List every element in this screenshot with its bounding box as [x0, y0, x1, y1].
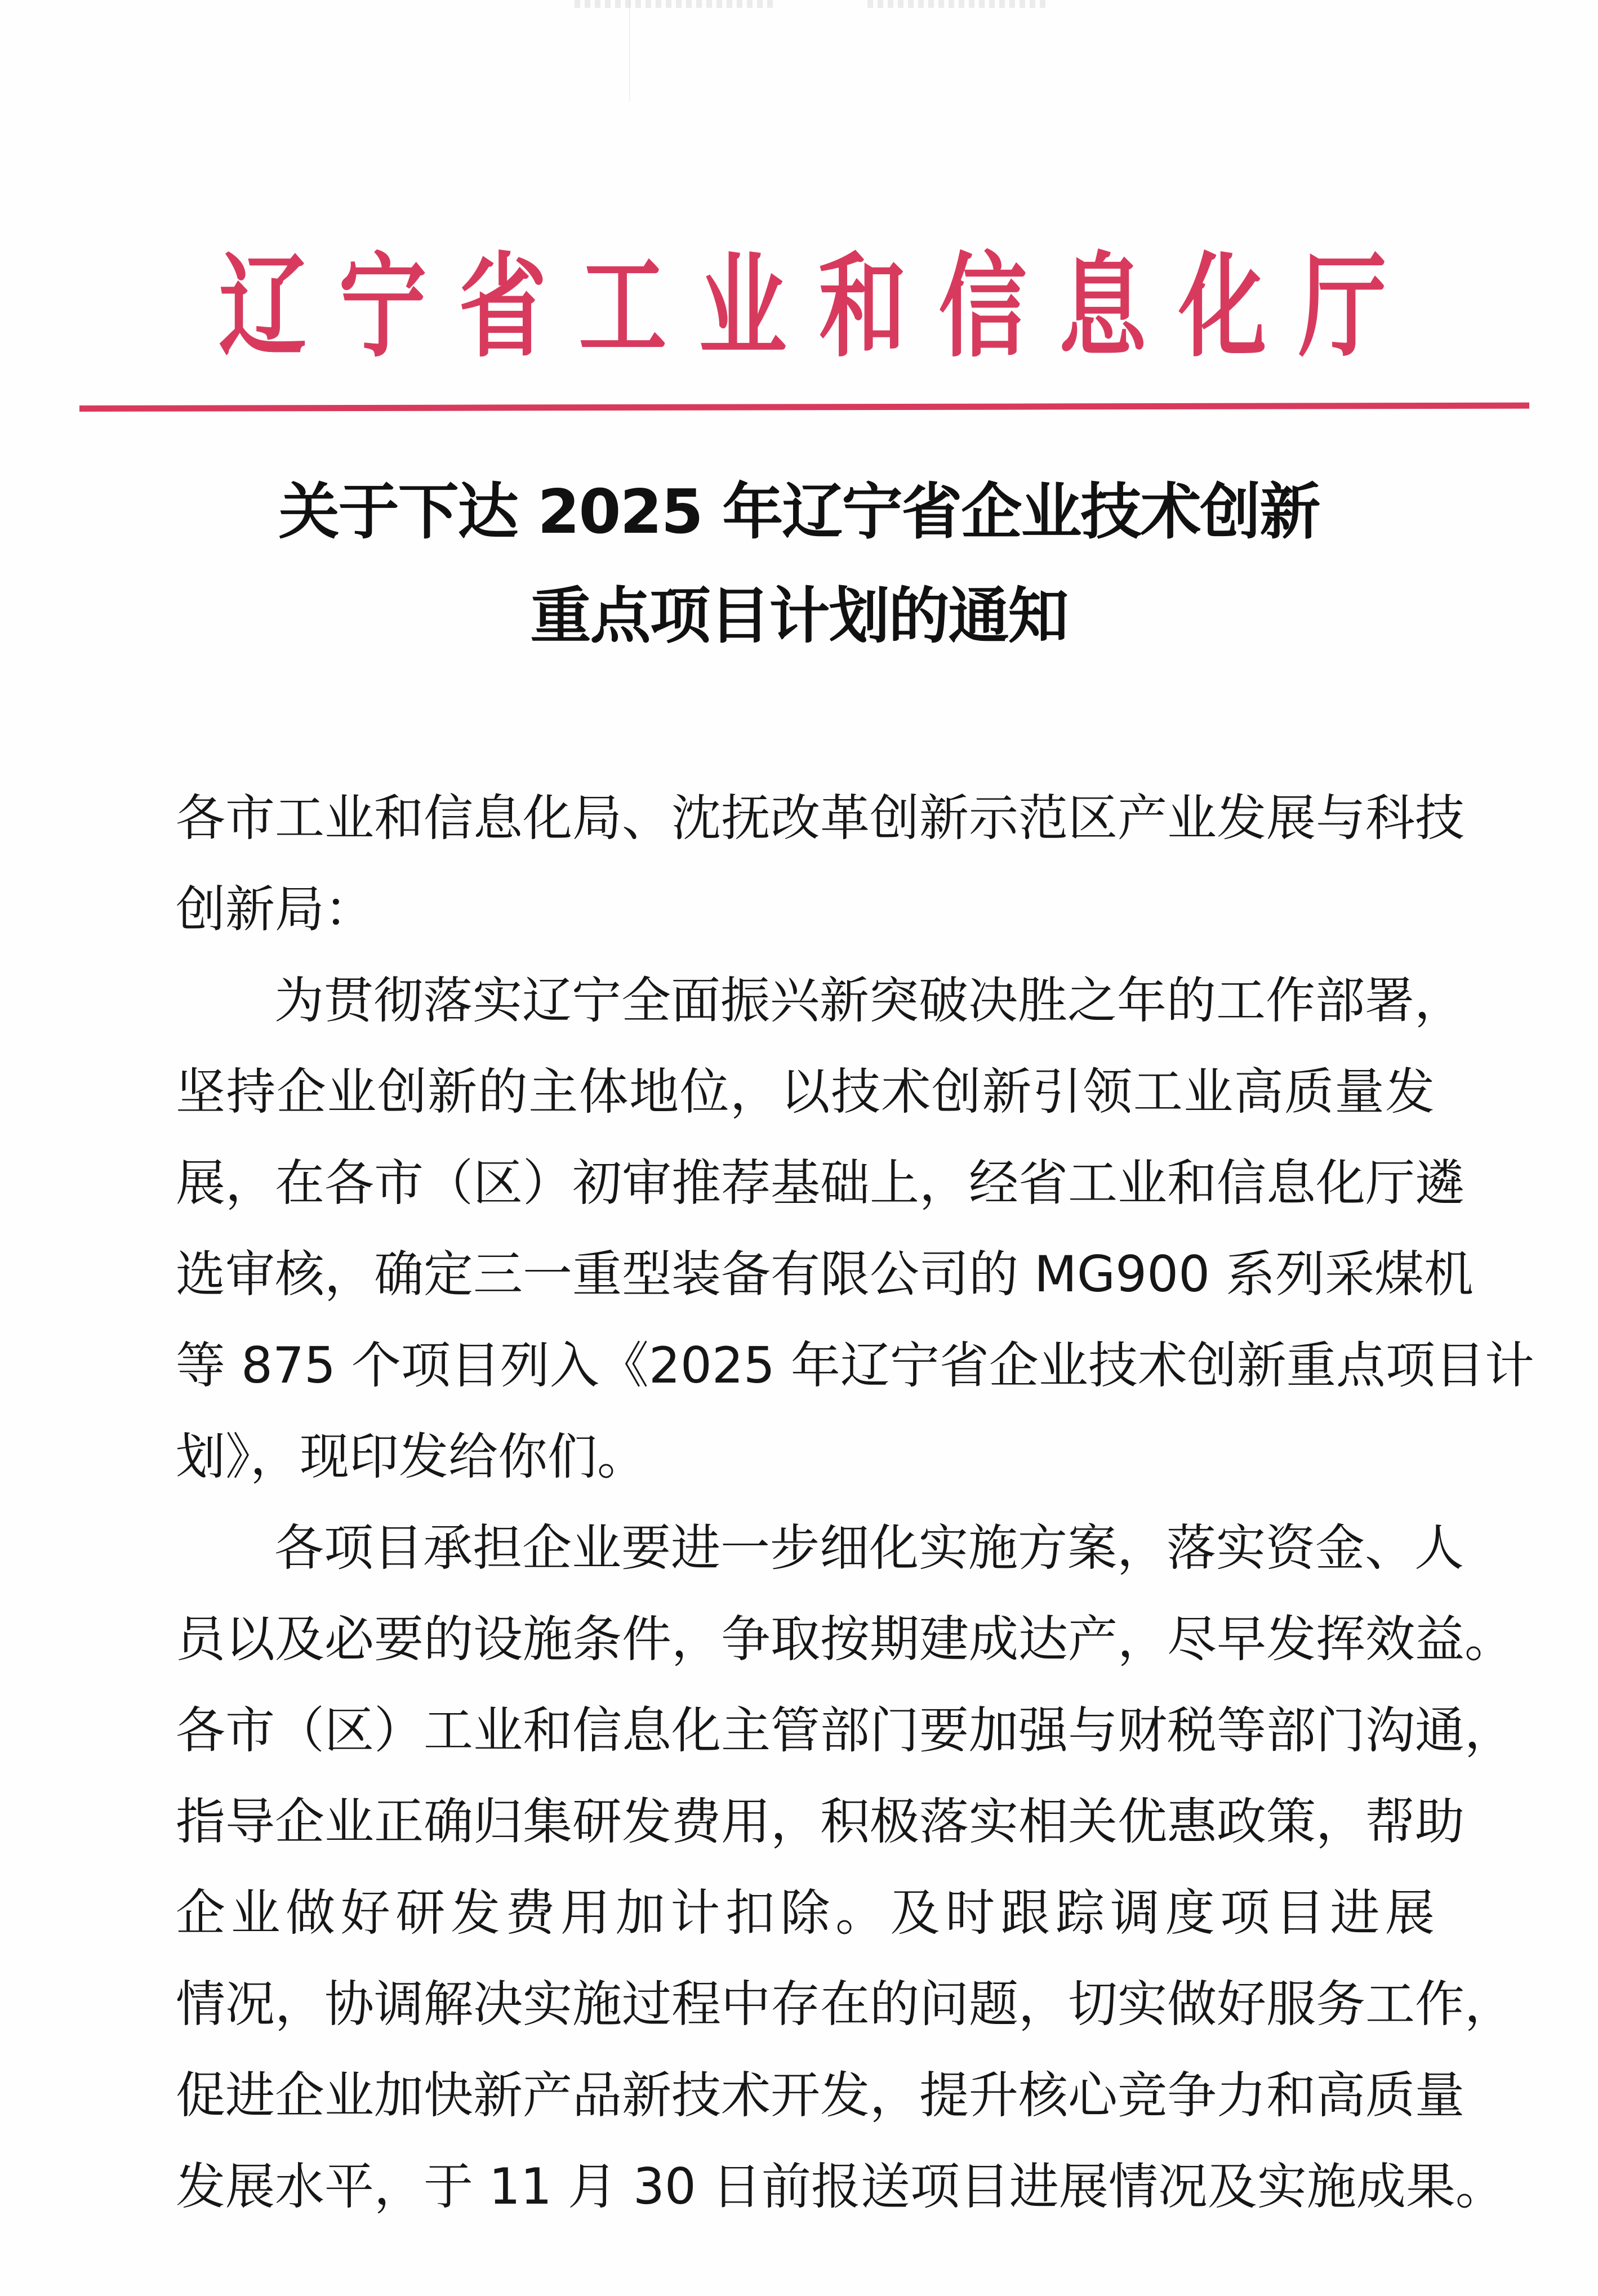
- red-divider-rule: [79, 403, 1529, 412]
- paragraph-line: 选审核，确定三一重型装备有限公司的 MG900 系列采煤机: [176, 1245, 1474, 1303]
- paragraph-line: 发展水平，于 11 月 30 日前报送项目进展情况及实施成果。: [176, 2157, 1505, 2215]
- salutation-line: 各市工业和信息化局、沈抚改革创新示范区产业发展与科技: [176, 789, 1465, 847]
- paragraph-line: 展，在各市（区）初审推荐基础上，经省工业和信息化厅遴: [176, 1154, 1465, 1212]
- paragraph-line: 各市（区）工业和信息化主管部门要加强与财税等部门沟通，: [176, 1701, 1515, 1759]
- masthead-char: 宁: [339, 240, 427, 373]
- paragraph-2: [176, 1503, 1515, 2232]
- scan-fold-line: [629, 0, 630, 101]
- paragraph-line: 划》，现印发给你们。: [176, 1428, 647, 1486]
- scan-bleed-mark: [867, 0, 1048, 8]
- paragraph-line: 促进企业加快新产品新技术开发，提升核心竞争力和高质量: [176, 2066, 1465, 2124]
- salutation-line: 创新局：: [176, 880, 375, 938]
- masthead-char: 工: [578, 240, 667, 373]
- red-masthead: [203, 242, 1403, 372]
- paragraph-line: 为贯彻落实辽宁全面振兴新突破决胜之年的工作部署，: [274, 971, 1465, 1029]
- paragraph-line: 员以及必要的设施条件，争取按期建成达产，尽早发挥效益。: [176, 1610, 1515, 1668]
- paragraph-line: 各项目承担企业要进一步细化实施方案，落实资金、人: [274, 1519, 1465, 1577]
- masthead-char: 省: [459, 240, 547, 373]
- paragraph-1: [176, 955, 1534, 1503]
- paragraph-line: 指导企业正确归集研发费用，积极落实相关优惠政策，帮助: [176, 1793, 1465, 1851]
- masthead-char: 化: [1178, 240, 1267, 373]
- masthead-char: 辽: [219, 240, 307, 373]
- document-title-line-2: 重点项目计划的通知: [530, 581, 1068, 652]
- salutation: [176, 773, 1465, 955]
- document-body: [176, 773, 1534, 2232]
- scan-bleed-mark: [575, 0, 777, 8]
- masthead-char: 和: [818, 240, 907, 373]
- masthead-char: 厅: [1298, 240, 1387, 373]
- document-title-line-1: 关于下达 2025 年辽宁省企业技术创新: [278, 477, 1320, 547]
- paragraph-line: 等 875 个项目列入《2025 年辽宁省企业技术创新重点项目计: [176, 1336, 1534, 1394]
- masthead-char: 业: [698, 240, 787, 373]
- paragraph-line: 企业做好研发费用加计扣除。及时跟踪调度项目进展: [176, 1884, 1435, 1942]
- masthead-char: 息: [1058, 240, 1147, 373]
- paragraph-line: 情况，协调解决实施过程中存在的问题，切实做好服务工作，: [176, 1975, 1515, 2033]
- paragraph-line: 坚持企业创新的主体地位，以技术创新引领工业高质量发: [176, 1063, 1435, 1121]
- masthead-char: 信: [938, 240, 1027, 373]
